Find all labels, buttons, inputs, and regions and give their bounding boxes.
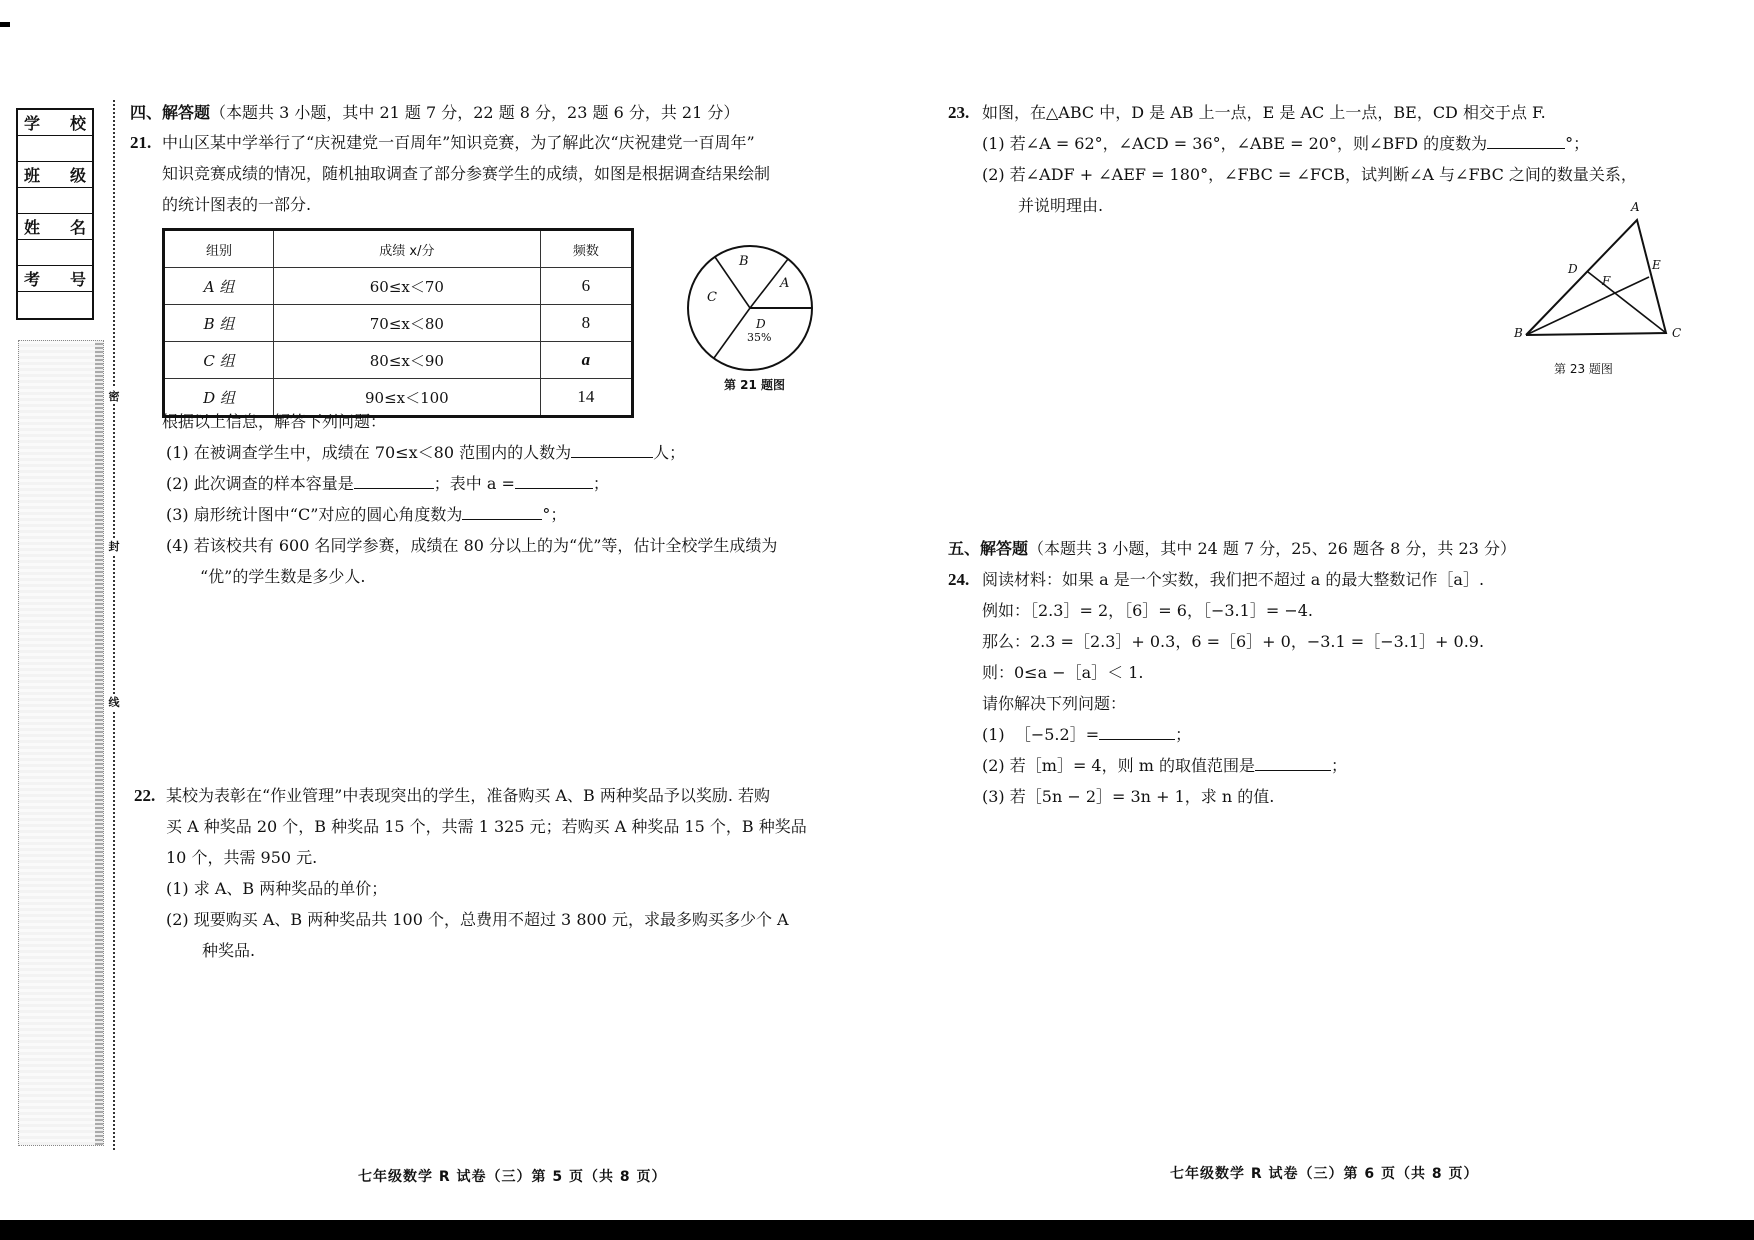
table-row	[164, 268, 633, 305]
info-label-exam-number: 考 号	[18, 266, 92, 292]
q21-part-4-line-2: “优”的学生数是多少人.	[200, 567, 366, 586]
q24-prompt-line: 请你解决下列问题：	[982, 694, 1127, 713]
triangle-figure	[1500, 200, 1690, 350]
point-label-a: A	[1631, 200, 1640, 214]
q24-example-line: 例如：［2.3］= 2，［6］= 6，［−3.1］= −4.	[982, 601, 1313, 620]
q23-stem: 如图，在△ABC 中，D 是 AB 上一点，E 是 AC 上一点，BE，CD 相交于点 F.	[982, 103, 1546, 122]
point-label-b: B	[1514, 326, 1523, 340]
q24-part-3: (3) 若［5n − 2］= 3n + 1，求 n 的值.	[982, 787, 1275, 806]
q23-part-1: (1) 若∠A = 62°，∠ACD = 36°，∠ABE = 20°，则∠BFD 的度数为 °；	[982, 134, 1590, 153]
figure-21-caption: 第 21 题图	[724, 378, 786, 392]
q23-part-2-line-1: (2) 若∠ADF + ∠AEF = 180°，∠FBC = ∠FCB，试判断∠A 与∠FBC 之间的数量关系，	[982, 165, 1637, 184]
point-label-c: C	[1672, 326, 1682, 340]
pie-label-d-percent: 35%	[747, 331, 772, 344]
page-footer-right: 七年级数学 R 试卷（三）第 6 页（共 8 页）	[1170, 1166, 1479, 1182]
figure-23-caption: 第 23 题图	[1554, 362, 1613, 376]
q21-part-2: (2) 此次调查的样本容量是 ；表中 a = ；	[166, 474, 609, 493]
answer-blank[interactable]	[515, 474, 593, 489]
table-cell-range: 70≤x＜80	[274, 305, 541, 342]
q21-part-3: (3) 扇形统计图中“C”对应的圆心角度数为 °；	[166, 505, 567, 524]
table-cell-range: 80≤x＜90	[274, 342, 541, 379]
q22-stem-line-2: 买 A 种奖品 20 个，B 种奖品 15 个，共需 1 325 元；若购买 A 种奖品 15 个，B 种奖品	[166, 817, 807, 836]
table-header: 频数	[540, 230, 632, 268]
q22-part-1: (1) 求 A、B 两种奖品的单价；	[166, 879, 388, 898]
q22-part-2-line-2: 种奖品.	[202, 941, 256, 960]
answer-blank[interactable]	[1255, 756, 1331, 771]
q24-stem: 阅读材料：如果 a 是一个实数，我们把不超过 a 的最大整数记作［a］.	[982, 570, 1485, 589]
info-label-class: 班 级	[18, 162, 92, 188]
q22-part-2-line-1: (2) 现要购买 A、B 两种奖品共 100 个，总费用不超过 3 800 元，求最多购买多少个 A	[166, 910, 789, 929]
table-cell-frequency: a	[540, 342, 632, 379]
section-4-header	[130, 103, 739, 123]
scan-mark	[0, 22, 10, 27]
info-field-class[interactable]	[18, 188, 92, 214]
q24-then-line: 那么：2.3 =［2.3］+ 0.3，6 =［6］+ 0，−3.1 =［−3.1］+ 0.9.	[982, 632, 1485, 651]
scan-border-bottom	[0, 1220, 1754, 1240]
question-number-22: 22.	[134, 786, 156, 805]
point-label-d: D	[1568, 262, 1578, 276]
pie-chart-figure	[682, 240, 818, 376]
pie-label-d: D	[756, 317, 766, 331]
answer-blank[interactable]	[1099, 725, 1175, 740]
pie-label-c: C	[707, 290, 717, 305]
q21-part-4-line-1: (4) 若该校共有 600 名同学参赛，成绩在 80 分以上的为“优”等，估计全校学生成绩为	[166, 536, 778, 555]
seal-char-mi: 密	[106, 388, 122, 404]
table-header: 组别	[164, 230, 274, 268]
table-cell-range: 60≤x＜70	[274, 268, 541, 305]
q24-part-2: (2) 若［m］= 4，则 m 的取值范围是 ；	[982, 756, 1347, 775]
student-info-box	[16, 108, 94, 320]
question-number-21: 21.	[130, 133, 152, 152]
point-label-f: F	[1602, 274, 1611, 288]
table-cell-group: D 组	[164, 379, 274, 417]
info-field-exam-number[interactable]	[18, 292, 92, 318]
table-row	[164, 379, 633, 417]
q23-part-2-line-2: 并说明理由.	[1018, 196, 1104, 215]
info-label-school: 学 校	[18, 110, 92, 136]
table-header: 成绩 x/分	[274, 230, 541, 268]
table-cell-group: A 组	[164, 268, 274, 305]
q21-part-1: (1) 在被调查学生中，成绩在 70≤x＜80 范围内的人数为 人；	[166, 443, 686, 462]
info-field-name[interactable]	[18, 240, 92, 266]
info-field-school[interactable]	[18, 136, 92, 162]
point-label-e: E	[1652, 258, 1661, 272]
pie-label-b: B	[739, 254, 749, 269]
page-footer-left: 七年级数学 R 试卷（三）第 5 页（共 8 页）	[358, 1169, 667, 1185]
barcode-stub-area	[18, 340, 104, 1146]
table-cell-frequency: 8	[540, 305, 632, 342]
q22-stem-line-3: 10 个，共需 950 元.	[166, 848, 318, 867]
q22-stem-line-1: 某校为表彰在“作业管理”中表现突出的学生，准备购买 A、B 两种奖品予以奖励. 若购	[166, 786, 771, 805]
frequency-table	[162, 228, 634, 418]
table-cell-range: 90≤x＜100	[274, 379, 541, 417]
table-cell-frequency: 6	[540, 268, 632, 305]
q21-stem-line-2: 知识竞赛成绩的情况，随机抽取调查了部分参赛学生的成绩，如图是根据调查结果绘制	[162, 164, 771, 183]
section-note: （本题共 3 小题，其中 21 题 7 分，22 题 8 分，23 题 6 分，共 21 分）	[210, 103, 740, 122]
section-title: 四、解答题	[130, 103, 211, 122]
info-label-name: 姓 名	[18, 214, 92, 240]
section-note: （本题共 3 小题，其中 24 题 7 分，25、26 题各 8 分，共 23 分）	[1028, 539, 1516, 558]
pie-label-a: A	[780, 276, 790, 291]
q21-stem-line-1: 中山区某中学举行了“庆祝建党一百周年”知识竞赛，为了解此次“庆祝建党一百周年”	[162, 133, 755, 152]
table-cell-frequency: 14	[540, 379, 632, 417]
section-title: 五、解答题	[948, 539, 1029, 558]
question-number-23: 23.	[948, 103, 970, 122]
answer-blank[interactable]	[571, 443, 653, 458]
answer-blank[interactable]	[354, 474, 434, 489]
seal-dotted-line	[113, 100, 115, 1150]
table-header-row	[164, 230, 633, 268]
seal-char-xian: 线	[106, 694, 122, 710]
question-number-24: 24.	[948, 570, 970, 589]
answer-blank[interactable]	[462, 505, 542, 520]
table-cell-group: C 组	[164, 342, 274, 379]
table-cell-group: B 组	[164, 305, 274, 342]
answer-blank[interactable]	[1487, 134, 1565, 149]
q21-stem-line-3: 的统计图表的一部分.	[162, 195, 312, 214]
seal-char-feng: 封	[106, 538, 122, 554]
table-row	[164, 342, 633, 379]
section-5-header	[948, 539, 1516, 559]
q24-part-1: (1) ［−5.2］= ；	[982, 725, 1192, 744]
q24-conclusion-line: 则：0≤a −［a］＜ 1.	[982, 663, 1144, 682]
q21-prompt: 根据以上信息，解答下列问题：	[162, 412, 387, 431]
table-row	[164, 305, 633, 342]
